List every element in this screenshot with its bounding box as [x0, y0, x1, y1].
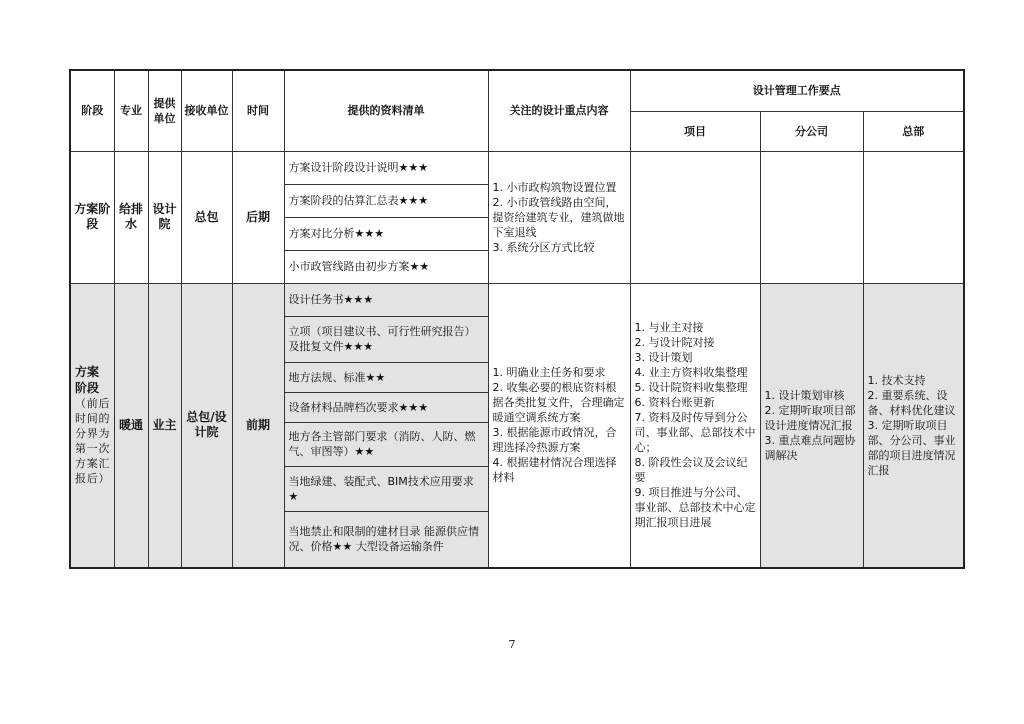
design-data-table [69, 69, 965, 569]
block1-material: 方案设计阶段设计说明★★★ [284, 151, 488, 184]
block2-material: 当地绿建、装配式、BIM技术应用要求★ [284, 466, 488, 511]
block1-focus-item: 2. 小市政管线路由空间，提资给建筑专业，建筑做地下室退线 [492, 195, 625, 239]
block2-focus [488, 283, 630, 568]
block2-focus-item: 4. 根据建材情况合理选择材料 [492, 456, 617, 485]
block2-mgmt-item-entry: 2. 与设计院对接 [634, 336, 715, 350]
block2-focus-item: 2. 收集必要的根底资料根据各类批复文件，合理确定暖通空调系统方案 [492, 381, 625, 425]
block2-stage-title: 方案阶段 [75, 365, 100, 396]
block2-mgmt-hq [863, 283, 964, 568]
block2-mgmt-branch-entry: 1. 设计策划审核 [764, 388, 845, 402]
block2-mgmt-branch [760, 283, 863, 568]
header-time: 时间 [232, 70, 284, 151]
block2-mgmt-item-entry: 6. 资料台账更新 [634, 396, 715, 410]
block1-material: 小市政管线路由初步方案★★ [284, 250, 488, 283]
block1-receiver: 总包 [181, 151, 232, 283]
block2-provider: 业主 [148, 283, 181, 568]
header-stage: 阶段 [70, 70, 114, 151]
block1-focus-item: 1. 小市政构筑物设置位置 [492, 180, 617, 194]
block2-material: 地方法规、标准★★ [284, 362, 488, 392]
header-mgmt-item: 项目 [630, 111, 760, 151]
page-number: 7 [508, 638, 516, 651]
block1-mgmt-branch-empty [760, 151, 863, 283]
block2-mgmt-item-entry: 1. 与业主对接 [634, 321, 704, 335]
block2-discipline: 暖通 [114, 283, 148, 568]
header-provider: 提供单位 [148, 70, 181, 151]
block2-time: 前期 [232, 283, 284, 568]
block2-mgmt-branch-entry: 2. 定期听取项目部设计进度情况汇报 [764, 403, 856, 432]
block2-mgmt-hq-entry: 2. 重要系统、设备、材料优化建议 [867, 388, 956, 417]
block2-mgmt-item-entry: 3. 设计策划 [634, 351, 693, 365]
block2-focus-item: 1. 明确业主任务和要求 [492, 366, 606, 380]
block1-discipline: 给排水 [114, 151, 148, 283]
header-mgmt-branch: 分公司 [760, 111, 863, 151]
header-mgmt-hq: 总部 [863, 111, 964, 151]
block1-focus-item: 3. 系统分区方式比较 [492, 240, 595, 254]
block2-focus-item: 3. 根据能源市政情况，合理选择冷热源方案 [492, 426, 617, 455]
block1-mgmt-hq-empty [863, 151, 964, 283]
block1-time: 后期 [232, 151, 284, 283]
block2-mgmt-item-entry: 4. 业主方资料收集整理 [634, 366, 748, 380]
block1-provider: 设计院 [148, 151, 181, 283]
block2-receiver: 总包/设计院 [181, 283, 232, 568]
block1-material: 方案对比分析★★★ [284, 217, 488, 250]
block2-mgmt-item-entry: 9. 项目推进与分公司、事业部、总部技术中心定期汇报项目进展 [634, 486, 756, 530]
block2-mgmt-branch-entry: 3. 重点难点问题协调解决 [764, 433, 856, 462]
block2-material: 当地禁止和限制的建材目录 能源供应情况、价格★★ 大型设备运输条件 [284, 511, 488, 568]
header-discipline: 专业 [114, 70, 148, 151]
block2-material: 立项（项目建议书、可行性研究报告）及批复文件★★★ [284, 316, 488, 362]
block2-stage [70, 283, 114, 568]
block2-mgmt-hq-entry: 1. 技术支持 [867, 373, 926, 387]
block2-material: 地方各主管部门要求（消防、人防、燃气、审图等）★★ [284, 422, 488, 466]
block1-mgmt-item-empty [630, 151, 760, 283]
block2-mgmt-item [630, 283, 760, 568]
header-receiver: 接收单位 [181, 70, 232, 151]
header-focus: 关注的设计重点内容 [488, 70, 630, 151]
block2-mgmt-item-entry: 7. 资料及时传导到分公司、事业部、总部技术中心； [634, 411, 756, 455]
header-mgmt-group: 设计管理工作要点 [630, 70, 964, 111]
block2-material: 设计任务书★★★ [284, 283, 488, 316]
block1-focus [488, 151, 630, 283]
block2-material: 设备材料品牌档次要求★★★ [284, 392, 488, 422]
block2-mgmt-hq-entry: 3. 定期听取项目部、分公司、事业部的项目进度情况汇报 [867, 418, 956, 477]
block2-stage-note: （前后时间的分界为第一次方案汇报后） [75, 397, 110, 486]
block1-material: 方案阶段的估算汇总表★★★ [284, 184, 488, 217]
block2-mgmt-item-entry: 8. 阶段性会议及会议纪要 [634, 456, 748, 485]
block1-stage: 方案阶段 [70, 151, 114, 283]
block2-mgmt-item-entry: 5. 设计院资料收集整理 [634, 381, 748, 395]
header-materials: 提供的资料清单 [284, 70, 488, 151]
